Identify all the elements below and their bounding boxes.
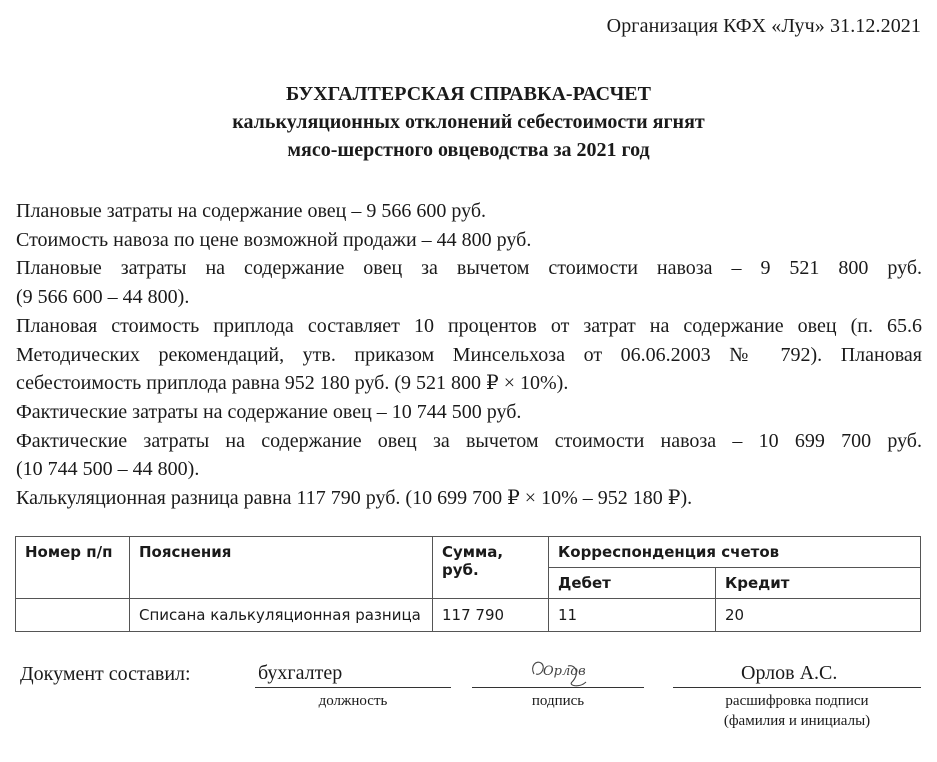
position-caption: должность: [318, 693, 388, 709]
text-line: Стоимость навоза по цене возможной продажи – 44 800 руб.: [16, 228, 532, 251]
cell-amount: 117 790: [433, 599, 549, 632]
calculation-text: [16, 197, 922, 513]
cell-debit: 11: [549, 599, 716, 632]
text-line: Фактические затраты на содержание овец – 10 744 500 руб.: [16, 400, 522, 423]
header-explanation: Пояснения: [130, 537, 433, 599]
cell-credit: 20: [716, 599, 921, 632]
cell-number: [16, 599, 130, 632]
signature-caption: подпись: [531, 693, 585, 709]
text-line: (10 744 500 – 44 800).: [16, 458, 200, 481]
title-line-1: БУХГАЛТЕРСКАЯ СПРАВКА-РАСЧЕТ: [286, 83, 651, 105]
header-amount: Сумма, руб.: [433, 537, 549, 599]
text-line: Методических рекомендаций, утв. приказом Минсельхоза от 06.06.2003 № 792). Плановая: [16, 343, 922, 366]
title-line-3: мясо-шерстного овцеводства за 2021 год: [287, 139, 650, 161]
signature-block: [0, 660, 937, 760]
position-value: бухгалтер: [258, 662, 343, 684]
signature-scribble-text: Орлов: [543, 664, 586, 679]
text-line: Плановые затраты на содержание овец – 9 566 600 руб.: [16, 200, 487, 222]
cell-explanation: Списана калькуляционная разница: [130, 599, 433, 632]
text-line: Плановая стоимость приплода составляет 10 процентов от затрат на содержание овец (п. 65.6: [16, 314, 922, 337]
text-line: (9 566 600 – 44 800).: [16, 286, 190, 309]
name-caption-line-2: (фамилия и инициалы): [723, 713, 871, 729]
name-field: [673, 660, 921, 688]
text-line: Фактические затраты на содержание овец за вычетом стоимости навоза – 10 699 700 руб.: [16, 429, 922, 452]
position-field: [255, 660, 451, 688]
text-line: Калькуляционная разница равна 117 790 руб. (10 699 700 ₽ × 10% – 952 180 ₽).: [16, 487, 693, 510]
header-credit: Кредит: [716, 568, 921, 599]
header-number: Номер п/п: [16, 537, 130, 599]
header-debit: Дебет: [549, 568, 716, 599]
correspondence-table: [15, 536, 921, 632]
name-caption: [673, 691, 921, 731]
handwritten-signature: [528, 652, 592, 692]
table-row: [16, 599, 921, 632]
name-value: Орлов А.С.: [741, 662, 838, 684]
compiled-by-label: Документ составил:: [20, 663, 191, 685]
name-caption-line-1: расшифровка подписи: [725, 693, 869, 709]
text-line: Плановые затраты на содержание овец за вычетом стоимости навоза – 9 521 800 руб.: [16, 257, 922, 280]
title-line-2: калькуляционных отклонений себестоимости ягнят: [232, 111, 705, 133]
organization-date-line: Организация КФХ «Луч» 31.12.2021: [606, 15, 921, 37]
text-line: себестоимость приплода равна 952 180 руб. (9 521 800 ₽ × 10%).: [16, 372, 569, 395]
header-correspondence: Корреспонденция счетов: [549, 537, 921, 568]
document-title: [0, 80, 937, 164]
